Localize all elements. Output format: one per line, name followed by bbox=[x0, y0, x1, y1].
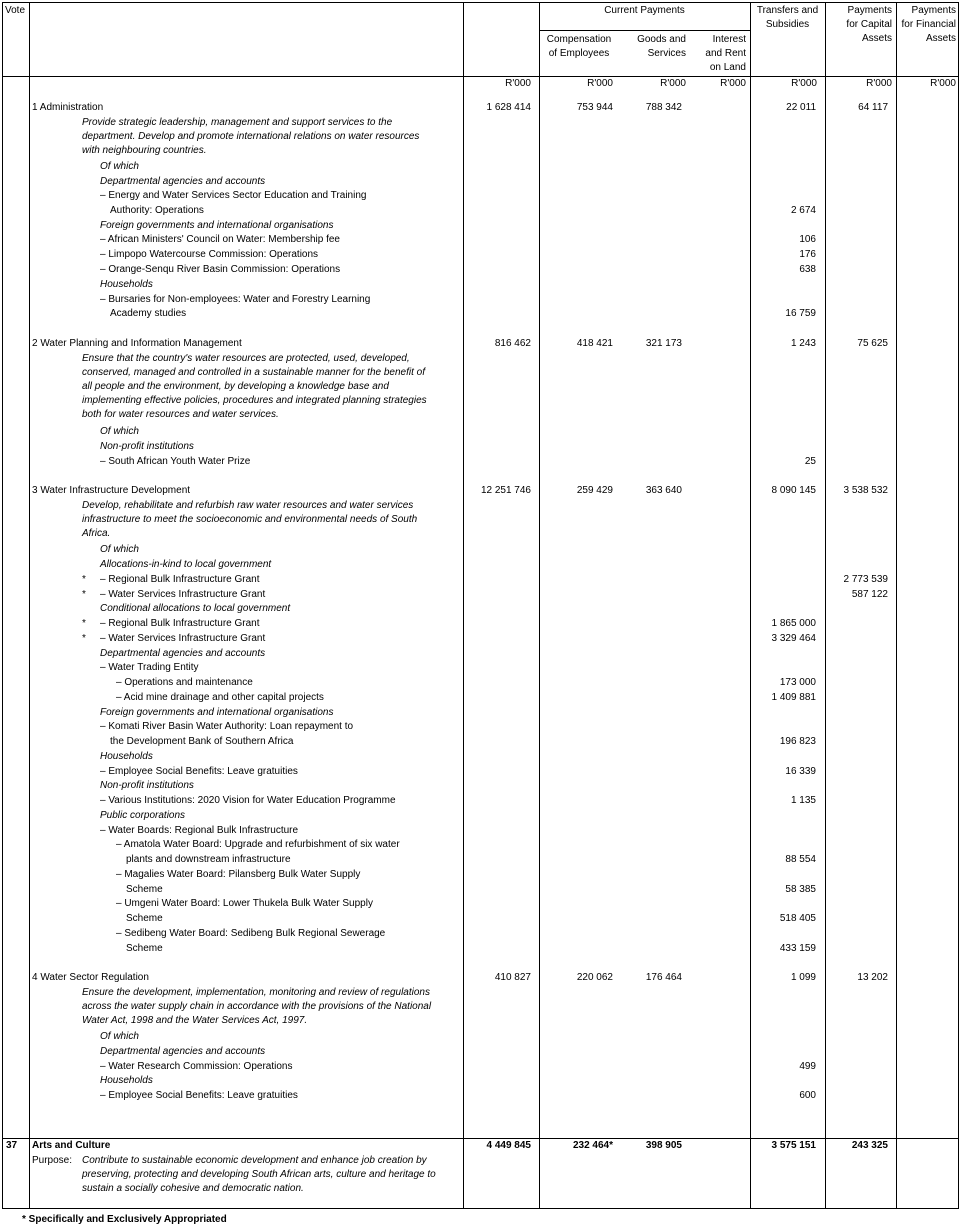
cell-cap: 3 538 532 bbox=[843, 485, 888, 496]
row-label: – Water Services Infrastructure Grant bbox=[100, 633, 266, 644]
cell-trans: 518 405 bbox=[779, 913, 816, 924]
vote37-purpose-label: Purpose: bbox=[32, 1155, 73, 1166]
cell-trans: 1 135 bbox=[790, 795, 816, 806]
row-label: – Sedibeng Water Board: Sedibeng Bulk Regional Sewerage bbox=[116, 928, 386, 939]
row-note: Households bbox=[100, 751, 153, 762]
row-note: both for water resources and water services. bbox=[82, 409, 279, 420]
cell-comp: 259 429 bbox=[576, 485, 613, 496]
row-note: Non-profit institutions bbox=[100, 780, 194, 791]
cell-trans: 1 409 881 bbox=[771, 692, 816, 703]
row-label: – South African Youth Water Prize bbox=[100, 456, 251, 467]
unit-capital: R'000 bbox=[866, 78, 892, 89]
appropriated-marker: * bbox=[82, 633, 86, 644]
col-divider-total bbox=[539, 3, 540, 1208]
row-note: department. Develop and promote international relations on water resources bbox=[82, 131, 420, 142]
row-label: – Umgeni Water Board: Lower Thukela Bulk Water Supply bbox=[116, 898, 373, 909]
cell-trans: 22 011 bbox=[786, 102, 816, 113]
interest-header-2: and Rent bbox=[705, 48, 746, 59]
cell-goods: 788 342 bbox=[645, 102, 682, 113]
cell-trans: 8 090 145 bbox=[771, 485, 816, 496]
cell-trans: 2 674 bbox=[790, 205, 816, 216]
appropriated-marker: * bbox=[82, 589, 86, 600]
row-label: – Employee Social Benefits: Leave gratuities bbox=[100, 766, 298, 777]
row-note: Of which bbox=[100, 1031, 139, 1042]
row-note: Non-profit institutions bbox=[100, 441, 194, 452]
row-note: Departmental agencies and accounts bbox=[100, 1046, 266, 1057]
row-label: Scheme bbox=[126, 884, 163, 895]
row-label: – Water Research Commission: Operations bbox=[100, 1061, 293, 1072]
row-label: – Energy and Water Services Sector Education and Training bbox=[100, 190, 367, 201]
vote37-goods: 398 905 bbox=[645, 1140, 682, 1151]
row-label: – Water Services Infrastructure Grant bbox=[100, 589, 266, 600]
cell-trans: 600 bbox=[799, 1090, 816, 1101]
col-divider-vote bbox=[29, 3, 30, 1208]
row-label: – Bursaries for Non-employees: Water and Forestry Learning bbox=[100, 294, 371, 305]
unit-interest: R'000 bbox=[720, 78, 746, 89]
cell-trans: 196 823 bbox=[779, 736, 816, 747]
capital-header-1: Payments bbox=[847, 5, 892, 16]
cell-cap: 587 122 bbox=[851, 589, 888, 600]
row-note: Departmental agencies and accounts bbox=[100, 648, 266, 659]
unit-comp: R'000 bbox=[587, 78, 613, 89]
appropriated-marker: * bbox=[82, 574, 86, 585]
row-note: Provide strategic leadership, management and support services to the bbox=[82, 117, 393, 128]
row-note: Allocations-in-kind to local government bbox=[100, 559, 272, 570]
goods-header-1: Goods and bbox=[637, 34, 686, 45]
row-note: implementing effective policies, procedures and integrated planning strategies bbox=[82, 395, 427, 406]
cell-goods: 176 464 bbox=[645, 972, 682, 983]
cell-cap: 75 625 bbox=[857, 338, 888, 349]
row-label: – Various Institutions: 2020 Vision for Water Education Programme bbox=[100, 795, 396, 806]
goods-header-2: Services bbox=[647, 48, 686, 59]
row-label: – Operations and maintenance bbox=[116, 677, 253, 688]
cell-total: 12 251 746 bbox=[480, 485, 531, 496]
row-label: Academy studies bbox=[110, 308, 187, 319]
row-label: Scheme bbox=[126, 913, 163, 924]
row-label: – Orange-Senqu River Basin Commission: Operations bbox=[100, 264, 341, 275]
row-label: – Regional Bulk Infrastructure Grant bbox=[100, 574, 260, 585]
cell-trans: 499 bbox=[799, 1061, 816, 1072]
row-label: plants and downstream infrastructure bbox=[126, 854, 291, 865]
col-divider-transfers bbox=[825, 3, 826, 1208]
cell-trans: 1 243 bbox=[790, 338, 816, 349]
cell-trans: 25 bbox=[804, 456, 816, 467]
transfers-header-1: Transfers and bbox=[756, 5, 819, 16]
cell-cap: 2 773 539 bbox=[843, 574, 888, 585]
cell-goods: 363 640 bbox=[645, 485, 682, 496]
row-label: 4 Water Sector Regulation bbox=[32, 972, 149, 983]
unit-financial: R'000 bbox=[930, 78, 956, 89]
interest-header-3: on Land bbox=[709, 62, 746, 73]
row-note: Households bbox=[100, 1075, 153, 1086]
cell-trans: 88 554 bbox=[785, 854, 816, 865]
row-label: 1 Administration bbox=[32, 102, 104, 113]
cell-total: 816 462 bbox=[494, 338, 531, 349]
cell-trans: 433 159 bbox=[779, 943, 816, 954]
unit-transfers: R'000 bbox=[791, 78, 817, 89]
row-label: – Magalies Water Board: Pilansberg Bulk Water Supply bbox=[116, 869, 361, 880]
row-label: 3 Water Infrastructure Development bbox=[32, 485, 191, 496]
vote37-title: Arts and Culture bbox=[32, 1140, 111, 1151]
interest-header-1: Interest bbox=[712, 34, 746, 45]
row-note: Water Act, 1998 and the Water Services Act, 1997. bbox=[82, 1015, 308, 1026]
row-label: – Komati River Basin Water Authority: Loan repayment to bbox=[100, 721, 354, 732]
row-label: – African Ministers' Council on Water: Membership fee bbox=[100, 234, 340, 245]
vote37-number: 37 bbox=[6, 1140, 18, 1151]
vote37-total: 4 449 845 bbox=[486, 1140, 531, 1151]
row-note: all people and the environment, by developing a knowledge base and bbox=[82, 381, 389, 392]
comp-header-2: of Employees bbox=[548, 48, 610, 59]
cell-trans: 16 759 bbox=[785, 308, 816, 319]
row-label: Authority: Operations bbox=[110, 205, 204, 216]
cell-trans: 638 bbox=[799, 264, 816, 275]
cell-cap: 13 202 bbox=[857, 972, 888, 983]
row-label: the Development Bank of Southern Africa bbox=[110, 736, 294, 747]
cell-trans: 1 865 000 bbox=[771, 618, 816, 629]
col-divider-current bbox=[750, 3, 751, 1208]
capital-header-2: for Capital bbox=[846, 19, 892, 30]
row-note: infrastructure to meet the socioeconomic and environmental needs of South bbox=[82, 514, 418, 525]
footnote: * Specifically and Exclusively Appropriated bbox=[22, 1214, 227, 1225]
cell-trans: 106 bbox=[799, 234, 816, 245]
unit-total: R'000 bbox=[505, 78, 531, 89]
row-label: – Limpopo Watercourse Commission: Operations bbox=[100, 249, 319, 260]
capital-header-3: Assets bbox=[861, 33, 892, 44]
row-note: Households bbox=[100, 279, 153, 290]
row-note: conserved, managed and controlled in a sustainable manner for the benefit of bbox=[82, 367, 425, 378]
cell-trans: 58 385 bbox=[785, 884, 816, 895]
vote37-transfers: 3 575 151 bbox=[771, 1140, 816, 1151]
cell-comp: 220 062 bbox=[576, 972, 613, 983]
cell-trans: 16 339 bbox=[785, 766, 816, 777]
vote-header: Vote bbox=[5, 5, 26, 16]
row-note: Conditional allocations to local government bbox=[100, 603, 291, 614]
row-note: Africa. bbox=[82, 528, 111, 539]
col-divider-capital bbox=[896, 3, 897, 1208]
appropriated-marker: * bbox=[82, 618, 86, 629]
cell-comp: 753 944 bbox=[576, 102, 613, 113]
row-note: Foreign governments and international organisations bbox=[100, 707, 334, 718]
row-note: Ensure that the country's water resources are protected, used, developed, bbox=[82, 353, 410, 364]
row-note: across the water supply chain in accordance with the provisions of the National bbox=[82, 1001, 432, 1012]
cell-trans: 1 099 bbox=[790, 972, 816, 983]
row-label: – Water Boards: Regional Bulk Infrastructure bbox=[100, 825, 299, 836]
row-note: Public corporations bbox=[100, 810, 186, 821]
row-label: – Acid mine drainage and other capital projects bbox=[116, 692, 324, 703]
financial-header-2: for Financial bbox=[901, 19, 956, 30]
row-note: Of which bbox=[100, 544, 139, 555]
vote37-capital: 243 325 bbox=[851, 1140, 888, 1151]
unit-goods: R'000 bbox=[660, 78, 686, 89]
transfers-header-2: Subsidies bbox=[765, 19, 810, 30]
row-label: – Employee Social Benefits: Leave gratuities bbox=[100, 1090, 298, 1101]
row-note: Departmental agencies and accounts bbox=[100, 176, 266, 187]
cell-goods: 321 173 bbox=[645, 338, 682, 349]
vote37-purpose-line: sustain a socially cohesive and democratic nation. bbox=[82, 1183, 304, 1194]
row-note: Of which bbox=[100, 161, 139, 172]
cell-total: 1 628 414 bbox=[486, 102, 531, 113]
vote37-comp: 232 464* bbox=[572, 1140, 613, 1151]
row-label: Scheme bbox=[126, 943, 163, 954]
row-note: Of which bbox=[100, 426, 139, 437]
row-note: with neighbouring countries. bbox=[82, 145, 207, 156]
row-label: – Regional Bulk Infrastructure Grant bbox=[100, 618, 260, 629]
financial-header-3: Assets bbox=[925, 33, 956, 44]
vote37-purpose-line: preserving, protecting and developing South African arts, culture and heritage to bbox=[82, 1169, 436, 1180]
current-payments-rule bbox=[539, 30, 750, 31]
cell-total: 410 827 bbox=[494, 972, 531, 983]
current-payments-header: Current Payments bbox=[604, 5, 685, 16]
col-divider-desc bbox=[463, 3, 464, 1208]
row-label: 2 Water Planning and Information Management bbox=[32, 338, 242, 349]
cell-cap: 64 117 bbox=[858, 102, 888, 113]
cell-comp: 418 421 bbox=[576, 338, 613, 349]
vote37-purpose-line: Contribute to sustainable economic development and enhance job creation by bbox=[82, 1155, 427, 1166]
row-label: – Water Trading Entity bbox=[100, 662, 199, 673]
financial-header-1: Payments bbox=[911, 5, 956, 16]
row-note: Ensure the development, implementation, monitoring and review of regulations bbox=[82, 987, 430, 998]
row-label: – Amatola Water Board: Upgrade and refurbishment of six water bbox=[116, 839, 400, 850]
comp-header-1: Compensation bbox=[546, 34, 612, 45]
row-note: Develop, rehabilitate and refurbish raw water resources and water services bbox=[82, 500, 414, 511]
cell-trans: 173 000 bbox=[779, 677, 816, 688]
row-note: Foreign governments and international organisations bbox=[100, 220, 334, 231]
cell-trans: 3 329 464 bbox=[771, 633, 816, 644]
cell-trans: 176 bbox=[799, 249, 816, 260]
